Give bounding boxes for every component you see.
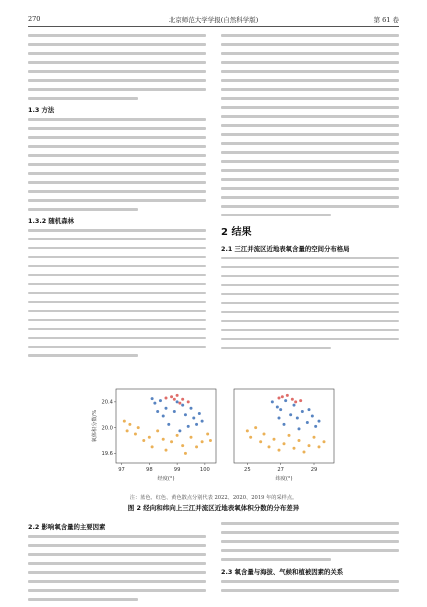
- scatter-point-2020: [281, 395, 284, 398]
- text-line: [28, 61, 206, 64]
- text-line: [221, 214, 331, 217]
- section-heading-2: 2 结果: [221, 226, 252, 238]
- scatter-point-2019: [249, 436, 252, 439]
- scatter-point-2020: [173, 398, 176, 401]
- text-line: [28, 238, 206, 241]
- x-tick-label: 29: [310, 467, 318, 473]
- journal-title: 北京师范大学学报(自然科学版): [168, 16, 259, 24]
- scatter-point-2019: [273, 438, 276, 441]
- x-tick-label: 98: [146, 467, 153, 473]
- text-line: [28, 301, 206, 304]
- scatter-point-2022: [314, 425, 317, 428]
- scatter-point-2020: [176, 394, 179, 397]
- text-line: [221, 540, 399, 543]
- scatter-point-2022: [306, 421, 309, 424]
- text-line: [221, 531, 399, 534]
- text-line: [221, 205, 399, 208]
- text-line: [221, 347, 331, 350]
- y-tick-label: 20.4: [101, 399, 113, 406]
- x-tick-label: 99: [173, 467, 181, 473]
- text-line: [221, 275, 399, 278]
- text-line: [221, 558, 331, 561]
- text-line: [28, 535, 206, 538]
- text-line: [28, 172, 206, 175]
- text-line: [28, 79, 206, 82]
- scatter-point-2019: [313, 436, 316, 439]
- text-line: [221, 79, 399, 82]
- scatter-point-2022: [173, 410, 176, 413]
- scatter-point-2019: [156, 429, 159, 432]
- scatter-point-2022: [296, 416, 299, 419]
- scatter-point-2019: [246, 429, 249, 432]
- right-column: [221, 34, 399, 356]
- text-line: [28, 589, 206, 592]
- scatter-point-2022: [198, 412, 201, 415]
- scatter-point-2020: [178, 402, 181, 405]
- scatter-point-2019: [278, 449, 281, 452]
- scatter-point-2019: [134, 433, 137, 436]
- page-header: [28, 14, 399, 27]
- text-line: [221, 187, 399, 190]
- x-tick-label: 25: [244, 467, 251, 473]
- section-heading-2-3: 2.3 氧含量与海拔、气候和植被因素的关系: [221, 567, 344, 576]
- y-tick-label: 20.0: [101, 425, 113, 432]
- text-line: [221, 320, 399, 323]
- figure-caption: 图 2 经向和纬向上三江并流区近地表氧体积分数的分布差异: [127, 504, 300, 512]
- scatter-point-2020: [294, 400, 297, 403]
- scatter-point-2022: [276, 406, 279, 409]
- text-line: [28, 265, 206, 268]
- text-line: [221, 302, 399, 305]
- text-line: [221, 151, 399, 154]
- x-tick-label: 97: [118, 467, 125, 473]
- text-line: [28, 598, 138, 601]
- scatter-point-2019: [181, 444, 184, 447]
- scatter-point-2019: [201, 440, 204, 443]
- figure-2-plots: [82, 383, 352, 491]
- scatter-point-2019: [148, 436, 151, 439]
- text-line: [28, 283, 206, 286]
- scatter-point-2019: [184, 452, 187, 455]
- scatter-point-2022: [278, 416, 281, 419]
- scatter-point-2019: [268, 445, 271, 448]
- figure-2: [82, 383, 352, 491]
- text-line: [221, 70, 399, 73]
- text-line: [28, 354, 138, 357]
- scatter-point-2022: [162, 415, 165, 418]
- scatter-point-2019: [165, 449, 168, 452]
- text-line: [28, 571, 206, 574]
- scatter-point-2019: [283, 442, 286, 445]
- text-line: [28, 88, 206, 91]
- text-line: [221, 61, 399, 64]
- figure-note: 注：蓝色、红色、黄色散点分别代表 2022、2020、2019 年的采样点。: [129, 495, 298, 501]
- scatter-point-2020: [278, 397, 281, 400]
- page-number: 270: [28, 15, 41, 23]
- text-line: [28, 43, 206, 46]
- text-line: [28, 310, 206, 313]
- scatter-point-2022: [153, 402, 156, 405]
- text-line: [28, 70, 206, 73]
- text-line: [28, 97, 138, 100]
- text-line: [221, 329, 399, 332]
- bottom-right-column: [221, 522, 399, 598]
- text-line: [28, 562, 206, 565]
- text-line: [28, 553, 206, 556]
- scatter-point-2019: [323, 440, 326, 443]
- scatter-point-2019: [126, 429, 129, 432]
- text-line: [28, 229, 206, 232]
- text-line: [28, 247, 206, 250]
- text-line: [221, 293, 399, 296]
- text-line: [28, 319, 206, 322]
- text-line: [28, 544, 206, 547]
- scatter-point-2022: [318, 420, 321, 423]
- text-line: [221, 34, 399, 37]
- scatter-point-2019: [259, 440, 262, 443]
- text-line: [221, 580, 399, 583]
- section-heading-1-3: 1.3 方法: [28, 105, 55, 114]
- scatter-point-2022: [176, 400, 179, 403]
- volume-label: 第 61 卷: [373, 16, 399, 24]
- text-line: [221, 257, 399, 260]
- section-heading-2-1: 2.1 三江并流区近地表氧含量的空间分布格局: [221, 244, 350, 253]
- scatter-point-2019: [123, 420, 126, 423]
- text-line: [221, 52, 399, 55]
- x-axis-label: 纬度(°): [275, 476, 293, 482]
- scatter-point-2022: [159, 399, 162, 402]
- text-line: [28, 256, 206, 259]
- plot-frame: [116, 389, 216, 463]
- scatter-point-2022: [271, 400, 274, 403]
- scatter-point-2022: [190, 407, 193, 410]
- scatter-point-2022: [308, 408, 311, 411]
- scatter-point-2022: [289, 413, 292, 416]
- scatter-point-2019: [170, 440, 173, 443]
- scatter-point-2019: [308, 444, 311, 447]
- scatter-point-2022: [156, 410, 159, 413]
- text-line: [28, 199, 206, 202]
- text-line: [28, 181, 206, 184]
- scatter-point-2020: [165, 397, 168, 400]
- text-line: [221, 589, 399, 592]
- scatter-point-2022: [293, 404, 296, 407]
- text-line: [28, 346, 206, 349]
- scatter-point-2019: [195, 445, 198, 448]
- scatter-point-2019: [318, 445, 321, 448]
- text-line: [28, 118, 206, 121]
- plot-frame: [234, 389, 334, 463]
- text-line: [221, 133, 399, 136]
- scatter-point-2022: [181, 404, 184, 407]
- text-line: [221, 97, 399, 100]
- scatter-point-2019: [128, 423, 131, 426]
- text-line: [28, 328, 206, 331]
- text-line: [221, 142, 399, 145]
- y-tick-label: 19.6: [101, 451, 113, 458]
- scatter-point-2019: [288, 434, 291, 437]
- text-line: [28, 34, 206, 37]
- scatter-point-2020: [187, 400, 190, 403]
- scatter-point-2022: [284, 399, 287, 402]
- text-line: [221, 124, 399, 127]
- text-line: [28, 190, 206, 193]
- scatter-point-2020: [286, 394, 289, 397]
- x-tick-label: 100: [199, 467, 210, 473]
- y-axis-label: 氧体积分数/%: [92, 409, 98, 443]
- text-line: [221, 106, 399, 109]
- scatter-point-2022: [167, 423, 170, 426]
- scatter-point-2019: [293, 447, 296, 450]
- scatter-point-2019: [209, 439, 212, 442]
- scatter-point-2020: [291, 398, 294, 401]
- text-line: [28, 136, 206, 139]
- scatter-point-2022: [283, 423, 286, 426]
- text-line: [221, 169, 399, 172]
- bottom-left-column: [28, 522, 206, 607]
- scatter-point-2019: [162, 438, 165, 441]
- text-line: [28, 208, 138, 211]
- text-line: [221, 549, 399, 552]
- scatter-point-2019: [263, 433, 266, 436]
- text-line: [221, 338, 399, 341]
- text-line: [221, 43, 399, 46]
- text-line: [28, 292, 206, 295]
- text-line: [28, 154, 206, 157]
- text-line: [221, 115, 399, 118]
- scatter-point-2020: [299, 399, 302, 402]
- text-line: [221, 311, 399, 314]
- text-line: [221, 196, 399, 199]
- scatter-point-2022: [201, 420, 204, 423]
- scatter-point-2022: [165, 407, 168, 410]
- scatter-point-2022: [187, 425, 190, 428]
- scatter-point-2022: [311, 415, 314, 418]
- scatter-point-2020: [181, 398, 184, 401]
- scatter-point-2019: [151, 445, 154, 448]
- section-heading-2-2: 2.2 影响氧含量的主要因素: [28, 523, 106, 531]
- scatter-point-2022: [184, 413, 187, 416]
- text-line: [221, 178, 399, 181]
- scatter-point-2022: [301, 410, 304, 413]
- left-column: [28, 34, 206, 363]
- text-line: [28, 580, 206, 583]
- x-tick-label: 27: [277, 467, 284, 473]
- scatter-point-2019: [176, 434, 179, 437]
- text-line: [28, 274, 206, 277]
- x-axis-label: 经度(°): [157, 476, 175, 482]
- scatter-point-2022: [279, 408, 282, 411]
- text-line: [221, 266, 399, 269]
- scatter-point-2019: [254, 426, 257, 429]
- scatter-point-2019: [142, 439, 145, 442]
- scatter-point-2019: [206, 433, 209, 436]
- scatter-point-2019: [137, 426, 140, 429]
- text-line: [28, 337, 206, 340]
- text-line: [28, 163, 206, 166]
- scatter-point-2022: [192, 416, 195, 419]
- scatter-point-2019: [298, 439, 301, 442]
- scatter-point-2019: [303, 451, 306, 454]
- text-line: [221, 88, 399, 91]
- scatter-point-2022: [151, 397, 154, 400]
- text-line: [221, 522, 399, 525]
- scatter-point-2022: [178, 429, 181, 432]
- text-line: [28, 145, 206, 148]
- text-line: [28, 127, 206, 130]
- scatter-point-2020: [170, 395, 173, 398]
- text-line: [221, 160, 399, 163]
- text-line: [28, 52, 206, 55]
- text-line: [221, 284, 399, 287]
- section-heading-1-3-2: 1.3.2 随机森林: [28, 216, 74, 225]
- scatter-point-2022: [298, 427, 301, 430]
- scatter-point-2019: [190, 436, 193, 439]
- scatter-point-2022: [195, 423, 198, 426]
